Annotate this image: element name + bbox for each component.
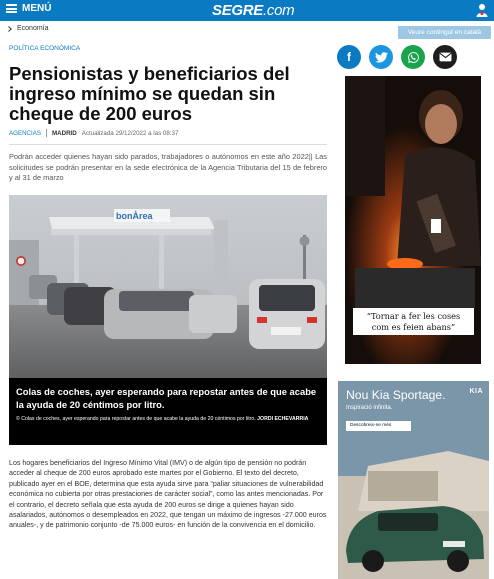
divider	[9, 144, 327, 145]
article-place: MADRID	[51, 129, 77, 137]
article-body: Los hogares beneficiarios del Ingreso Mínimo Vital (IMV) o de algún tipo de pensión no podrán acceder al cheque de 200 euros aprobado este martes por el Gobierno. El texto del decreto, publicado ayer en el BOE, determina que esta ayuda sirve para “paliar situaciones de vulnerabilidad económica no cubierta por otras prestaciones de carácter social”, como las antes mencionadas. Por el contrario, el decreto señala que esta ayuda de 200 euros se dirige a quienes hayan sido asalariados, autónomos o desempleados en 2022, que tengan un máximo de ingresos -27.000 euros anuales-, y de patrimonio conjunto -de 75.000 euros- en función de la convivencia en el domicilio.	[9, 459, 327, 530]
email-share-button[interactable]	[433, 45, 457, 69]
breadcrumb	[8, 25, 49, 32]
article-lead: Podrán acceder quienes hayan sido parados, trabajadores o autónomos en este año 2022|| Las solicitudes se podrán presentar en la sede electrónica de la Agencia Tributaria del 15 de febrero y al 31 de marzo	[9, 152, 327, 182]
caption-title: Colas de coches, ayer esperando para repostar antes de que acabe la ayuda de 20 céntimos por litro.	[16, 386, 317, 410]
share-buttons	[337, 45, 457, 69]
article-updated: Actualizada 29/12/2022 a las 08:37	[81, 129, 179, 137]
photo-sign-text: bonÀrea	[116, 211, 153, 221]
whatsapp-share-button[interactable]	[401, 45, 425, 69]
view-in-catalan-button[interactable]: Veure contingut en català	[398, 26, 491, 39]
article-agency[interactable]: AGENCIAS	[9, 129, 41, 137]
meta-divider	[46, 129, 47, 137]
article-meta	[9, 129, 178, 137]
ad-kia-subtitle: Inspiració infinita.	[346, 405, 393, 411]
email-icon	[439, 52, 452, 62]
hamburger-icon	[6, 4, 17, 13]
twitter-icon	[375, 52, 388, 63]
whatsapp-icon	[407, 51, 420, 64]
caption-credit-text: © Colas de coches, ayer esperando para repostar antes de que acabe la ayuda de 20 céntimos por litro.	[16, 416, 256, 422]
menu-label: MENÚ	[22, 3, 52, 14]
ad-forge-quote: “Tornar a fer les coses com es feien abans”	[353, 308, 474, 335]
top-navigation-bar	[0, 0, 494, 21]
logo-suffix: .com	[263, 2, 295, 19]
caption-author: JORDI ECHEVARRIA	[257, 416, 309, 422]
page-title: Pensionistas y beneficiarios del ingreso mínimo se quedan sin cheque de 200 euros	[9, 63, 290, 124]
logo-main: SEGRE	[212, 2, 264, 19]
ad-kia-title: Nou Kia Sportage.	[346, 388, 446, 402]
facebook-share-button[interactable]	[337, 45, 361, 69]
facebook-icon: f	[347, 50, 351, 64]
article-photo[interactable]	[9, 195, 327, 378]
advertisement-forge[interactable]	[345, 76, 481, 364]
caption-credit	[16, 416, 320, 424]
user-account-icon[interactable]	[476, 3, 488, 17]
ad-kia-cta-button[interactable]: Descobreix-ne més	[346, 421, 411, 431]
photo-caption	[9, 378, 327, 445]
kia-logo: KIA	[469, 388, 483, 395]
menu-button[interactable]	[6, 3, 51, 14]
breadcrumb-economia[interactable]: Economía	[17, 25, 49, 32]
site-logo[interactable]	[212, 2, 294, 19]
twitter-share-button[interactable]	[369, 45, 393, 69]
chevron-right-icon	[8, 26, 12, 32]
advertisement-kia[interactable]	[338, 381, 489, 579]
article-section[interactable]: POLÍTICA ECONÓMICA	[9, 45, 81, 52]
